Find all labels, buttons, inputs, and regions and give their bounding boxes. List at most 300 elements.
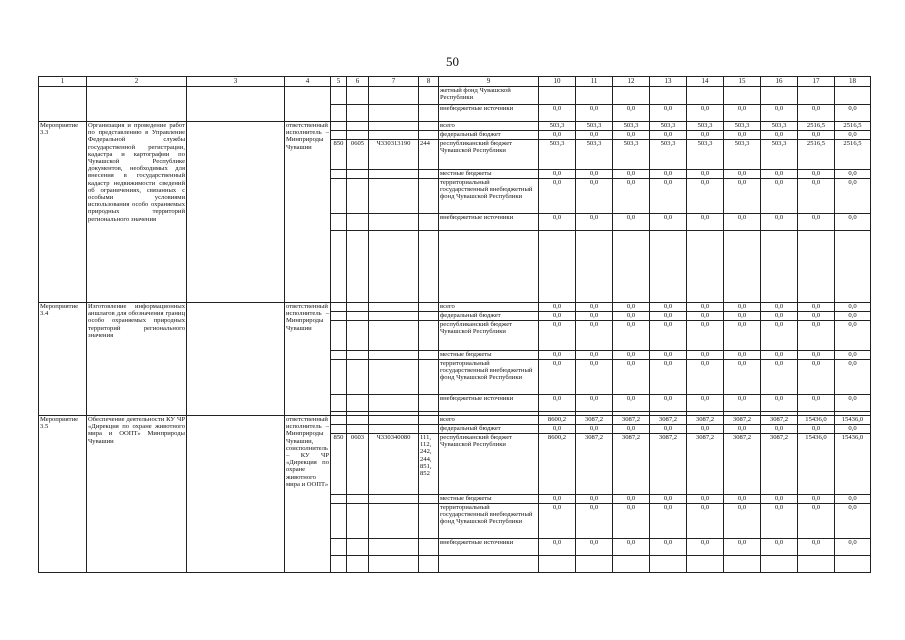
rzpr-code: 0605 [347,140,369,170]
value-cell [798,87,835,105]
value-cell: 0,0 [761,105,798,122]
value-cell: 0,0 [613,214,650,231]
value-cell: 0,0 [539,425,576,434]
col-header: 11 [576,77,613,87]
value-cell: 0,0 [835,321,871,351]
value-cell: 0,0 [650,495,687,504]
code-cell [347,504,369,539]
value-cell: 0,0 [724,131,761,140]
rzpr-code: 0603 [347,434,369,495]
col-header: 1 [39,77,87,87]
value-cell: 0,0 [576,105,613,122]
value-cell: 0,0 [650,303,687,312]
code-cell [369,495,419,504]
value-cell: 503,3 [613,140,650,170]
value-cell [650,87,687,105]
code-cell [347,425,369,434]
value-cell: 0,0 [761,312,798,321]
value-cell: 2516,5 [798,122,835,131]
value-cell: 0,0 [761,179,798,214]
value-cell: 0,0 [761,495,798,504]
value-cell: 0,0 [798,321,835,351]
code-cell [419,416,439,425]
value-cell: 0,0 [576,312,613,321]
code-cell [331,214,347,231]
source-label: жетный фонд Чувашской Республики [439,87,539,105]
value-cell [687,556,724,573]
value-cell: 0,0 [724,395,761,412]
col-header: 6 [347,77,369,87]
grbs-code: 850 [331,140,347,170]
code-cell [369,87,419,105]
executor: ответственный исполнитель – Минприроды Чувашии, соисполнитель – КУ ЧР «Дирекция по охране животного мира и ООПТ» [285,416,331,573]
code-cell [331,87,347,105]
value-cell: 3087,2 [687,434,724,495]
value-cell [613,231,650,303]
value-cell: 0,0 [687,303,724,312]
value-cell: 503,3 [724,122,761,131]
value-cell: 0,0 [798,179,835,214]
value-cell: 0,0 [687,321,724,351]
value-cell: 0,0 [650,504,687,539]
value-cell: 0,0 [576,495,613,504]
value-cell: 0,0 [539,303,576,312]
value-cell: 503,3 [576,140,613,170]
value-cell: 0,0 [539,131,576,140]
table-row [39,416,871,425]
value-cell: 0,0 [650,179,687,214]
value-cell: 0,0 [539,360,576,395]
code-cell [419,360,439,395]
col-header: 16 [761,77,798,87]
vr-code: 244 [419,140,439,170]
code-cell [331,231,347,303]
value-cell: 3087,2 [576,416,613,425]
value-cell: 503,3 [687,122,724,131]
value-cell: 0,0 [539,105,576,122]
code-cell [347,416,369,425]
code-cell [369,122,419,131]
value-cell: 0,0 [798,303,835,312]
value-cell: 0,0 [724,351,761,360]
value-cell [650,231,687,303]
measure-title: Изготовление информационных аншлагов для обозначения границ особо охраняемых природных территорий регионального значения [87,303,187,416]
budget-table [38,76,871,573]
code-cell [369,425,419,434]
code-cell [331,131,347,140]
value-cell: 0,0 [798,425,835,434]
value-cell: 0,0 [761,539,798,556]
code-cell [347,303,369,312]
source-label: всего [439,416,539,425]
table-row [39,122,871,131]
table-row [39,87,871,105]
value-cell: 0,0 [650,170,687,179]
value-cell: 0,0 [724,321,761,351]
value-cell: 8600,2 [539,416,576,425]
col-header: 17 [798,77,835,87]
filler-cell [439,556,539,573]
value-cell: 503,3 [650,122,687,131]
value-cell: 0,0 [798,351,835,360]
value-cell: 0,0 [835,170,871,179]
value-cell: 0,0 [539,214,576,231]
value-cell: 15436,0 [835,416,871,425]
value-cell: 3087,2 [650,416,687,425]
value-cell: 0,0 [576,170,613,179]
value-cell: 0,0 [687,131,724,140]
source-label: внебюджетные источники [439,395,539,412]
executor-cell [285,87,331,122]
code-cell [419,504,439,539]
value-cell: 0,0 [650,105,687,122]
filler-cell [439,231,539,303]
code-cell [419,231,439,303]
value-cell: 0,0 [798,504,835,539]
code-cell [347,131,369,140]
value-cell: 15436,0 [835,434,871,495]
code-cell [331,122,347,131]
code-cell [331,495,347,504]
measure-title: Организация и проведение работ по представлению в Управление Федеральной службы государственной регистрации, кадастра и картографии по Чувашской Республике документов, необходимых для внесения в государственный кадастр недвижимости сведений об ограничениях, связанных с особыми условиями использования особо охраняемых природных территорий регионального значения [87,122,187,303]
empty-cell [187,303,285,416]
value-cell: 0,0 [835,179,871,214]
value-cell: 0,0 [761,321,798,351]
value-cell [724,556,761,573]
source-label: республиканский бюджет Чувашской Республики [439,434,539,495]
value-cell: 0,0 [539,321,576,351]
empty-cell [187,122,285,303]
value-cell [687,87,724,105]
measure-code-cell [39,87,87,122]
value-cell: 0,0 [650,351,687,360]
code-cell [369,170,419,179]
value-cell: 0,0 [539,504,576,539]
code-cell [419,179,439,214]
source-label: всего [439,303,539,312]
value-cell: 0,0 [613,312,650,321]
value-cell: 0,0 [724,360,761,395]
table-row [39,303,871,312]
value-cell: 0,0 [539,351,576,360]
value-cell [539,87,576,105]
header-row [39,77,871,87]
code-cell [331,360,347,395]
value-cell: 0,0 [835,105,871,122]
measure-title-cell [87,87,187,122]
code-cell [369,416,419,425]
empty-cell [187,416,285,573]
value-cell: 0,0 [798,360,835,395]
code-cell [347,122,369,131]
value-cell: 0,0 [687,170,724,179]
value-cell: 0,0 [650,395,687,412]
value-cell: 0,0 [761,425,798,434]
value-cell: 0,0 [761,214,798,231]
value-cell: 3087,2 [687,416,724,425]
code-cell [369,351,419,360]
code-cell [419,87,439,105]
col-header: 7 [369,77,419,87]
value-cell: 0,0 [613,504,650,539]
value-cell: 0,0 [613,170,650,179]
grbs-code: 850 [331,434,347,495]
source-label: внебюджетные источники [439,214,539,231]
value-cell: 0,0 [687,495,724,504]
col-header: 13 [650,77,687,87]
value-cell: 503,3 [724,140,761,170]
csr-code: Ч330340080 [369,434,419,495]
code-cell [331,504,347,539]
code-cell [347,495,369,504]
value-cell: 0,0 [613,179,650,214]
source-label: территориальный государственный внебюджетный фонд Чувашской Республики [439,504,539,539]
measure-code: Мероприятие 3.3 [39,122,87,303]
value-cell: 0,0 [613,395,650,412]
code-cell [419,122,439,131]
value-cell: 0,0 [798,170,835,179]
col-header: 4 [285,77,331,87]
code-cell [369,321,419,351]
col-header: 9 [439,77,539,87]
value-cell [687,231,724,303]
value-cell: 0,0 [687,539,724,556]
code-cell [331,179,347,214]
value-cell [724,87,761,105]
value-cell: 0,0 [539,395,576,412]
code-cell [331,416,347,425]
code-cell [331,351,347,360]
code-cell [347,87,369,105]
value-cell: 0,0 [613,539,650,556]
value-cell: 0,0 [798,131,835,140]
col-header: 14 [687,77,724,87]
value-cell: 0,0 [613,321,650,351]
code-cell [369,395,419,412]
code-cell [369,556,419,573]
source-label: внебюджетные источники [439,539,539,556]
value-cell: 0,0 [687,105,724,122]
source-label: территориальный государственный внебюджетный фонд Чувашской Республики [439,179,539,214]
col-header: 8 [419,77,439,87]
value-cell: 2516,5 [798,140,835,170]
value-cell [835,556,871,573]
col-header: 15 [724,77,761,87]
code-cell [331,312,347,321]
value-cell: 0,0 [798,214,835,231]
value-cell [761,87,798,105]
code-cell [419,425,439,434]
value-cell: 0,0 [761,303,798,312]
value-cell [576,556,613,573]
measure-code: Мероприятие 3.4 [39,303,87,416]
value-cell: 0,0 [835,539,871,556]
col-header: 12 [613,77,650,87]
code-cell [347,170,369,179]
code-cell [369,231,419,303]
value-cell: 0,0 [798,539,835,556]
value-cell [724,231,761,303]
code-cell [331,556,347,573]
value-cell: 15436,0 [798,416,835,425]
value-cell: 0,0 [613,495,650,504]
value-cell [613,87,650,105]
code-cell [369,360,419,395]
code-cell [369,504,419,539]
source-label: федеральный бюджет [439,312,539,321]
code-cell [331,395,347,412]
value-cell: 0,0 [724,504,761,539]
value-cell: 0,0 [761,351,798,360]
value-cell: 0,0 [687,360,724,395]
value-cell: 0,0 [835,495,871,504]
value-cell: 503,3 [613,122,650,131]
value-cell: 0,0 [724,170,761,179]
executor: ответственный исполнитель – Минприроды Чувашии [285,303,331,416]
value-cell: 503,3 [539,122,576,131]
value-cell: 0,0 [724,495,761,504]
value-cell: 0,0 [539,495,576,504]
value-cell: 0,0 [835,360,871,395]
code-cell [331,321,347,351]
value-cell [576,231,613,303]
value-cell: 503,3 [761,122,798,131]
value-cell: 0,0 [576,504,613,539]
value-cell: 0,0 [576,131,613,140]
code-cell [331,539,347,556]
code-cell [419,170,439,179]
value-cell: 0,0 [650,321,687,351]
table-body [39,87,871,573]
value-cell: 0,0 [798,395,835,412]
code-cell [347,539,369,556]
value-cell: 503,3 [539,140,576,170]
value-cell: 3087,2 [613,416,650,425]
code-cell [419,556,439,573]
source-label: республиканский бюджет Чувашской Республики [439,140,539,170]
code-cell [347,556,369,573]
csr-code: Ч330313190 [369,140,419,170]
code-cell [419,539,439,556]
value-cell: 0,0 [576,321,613,351]
value-cell [613,556,650,573]
source-label: внебюджетные источники [439,105,539,122]
col-header: 18 [835,77,871,87]
value-cell: 0,0 [576,425,613,434]
value-cell: 0,0 [724,214,761,231]
code-cell [419,351,439,360]
value-cell: 0,0 [539,539,576,556]
code-cell [347,351,369,360]
code-cell [347,395,369,412]
code-cell [419,214,439,231]
value-cell: 0,0 [761,504,798,539]
code-cell [419,312,439,321]
code-cell [419,303,439,312]
value-cell: 0,0 [835,395,871,412]
value-cell: 0,0 [835,312,871,321]
code-cell [347,360,369,395]
value-cell: 0,0 [613,105,650,122]
value-cell: 0,0 [835,303,871,312]
value-cell [835,231,871,303]
value-cell: 0,0 [724,312,761,321]
value-cell: 0,0 [539,179,576,214]
measure-code: Мероприятие 3.5 [39,416,87,573]
col-header: 10 [539,77,576,87]
value-cell: 0,0 [650,214,687,231]
source-label: территориальный государственный внебюджетный фонд Чувашской Республики [439,360,539,395]
code-cell [331,425,347,434]
value-cell: 0,0 [650,312,687,321]
value-cell: 0,0 [761,395,798,412]
code-cell [369,214,419,231]
value-cell [650,556,687,573]
source-label: местные бюджеты [439,170,539,179]
code-cell [369,539,419,556]
value-cell: 0,0 [798,495,835,504]
value-cell: 503,3 [650,140,687,170]
code-cell [347,321,369,351]
value-cell: 0,0 [798,105,835,122]
code-cell [369,105,419,122]
value-cell: 0,0 [687,214,724,231]
value-cell: 0,0 [576,214,613,231]
measure-title: Обеспечение деятельности КУ ЧР «Дирекция по охране животного мира и ООПТ» Минприроды Чувашии [87,416,187,573]
value-cell: 0,0 [687,395,724,412]
code-cell [347,105,369,122]
code-cell [419,395,439,412]
value-cell [761,556,798,573]
source-label: местные бюджеты [439,495,539,504]
value-cell: 0,0 [835,504,871,539]
value-cell: 0,0 [650,131,687,140]
value-cell: 3087,2 [761,434,798,495]
executor: ответственный исполнитель – Минприроды Чувашии [285,122,331,303]
code-cell [369,303,419,312]
vr-code: 111, 112, 242, 244, 851, 852 [419,434,439,495]
value-cell: 503,3 [576,122,613,131]
value-cell [539,231,576,303]
code-cell [419,321,439,351]
value-cell: 0,0 [613,131,650,140]
value-cell: 0,0 [835,425,871,434]
value-cell: 0,0 [576,303,613,312]
value-cell: 0,0 [687,504,724,539]
value-cell: 3087,2 [761,416,798,425]
value-cell: 15436,0 [798,434,835,495]
page-number: 50 [446,54,459,69]
code-cell [347,214,369,231]
value-cell: 3087,2 [724,416,761,425]
value-cell: 0,0 [761,360,798,395]
value-cell: 3087,2 [613,434,650,495]
col-header: 3 [187,77,285,87]
value-cell: 0,0 [724,105,761,122]
value-cell: 2516,5 [835,122,871,131]
code-cell [369,131,419,140]
value-cell: 0,0 [650,539,687,556]
source-label: федеральный бюджет [439,131,539,140]
value-cell: 0,0 [687,351,724,360]
value-cell: 0,0 [576,179,613,214]
code-cell [331,170,347,179]
value-cell: 0,0 [613,360,650,395]
col-header: 2 [87,77,187,87]
code-cell [331,303,347,312]
value-cell: 0,0 [650,425,687,434]
code-cell [369,312,419,321]
